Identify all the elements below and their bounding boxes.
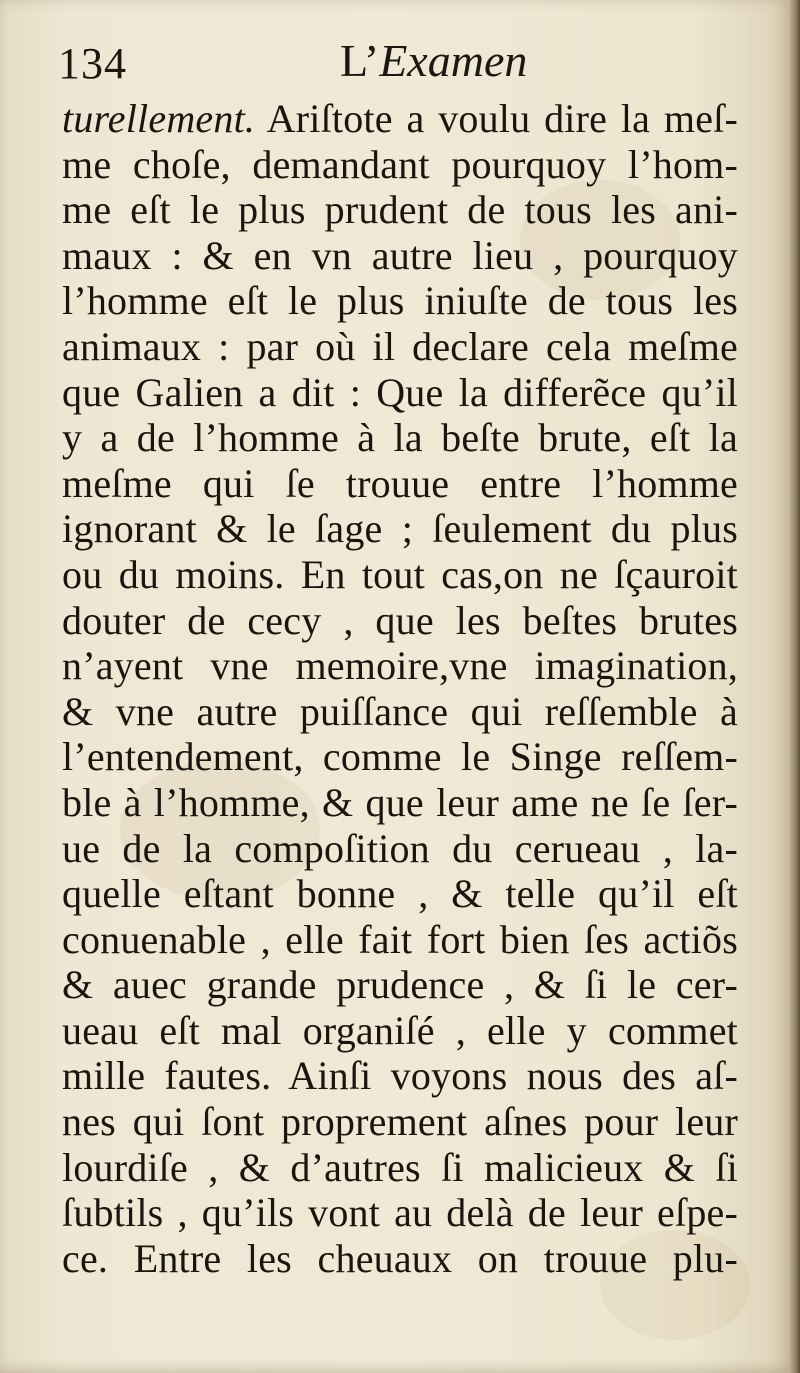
- text-line: ignorant & le ſage ; ſeulement du plus: [62, 506, 738, 552]
- text-line: & vne autre puiſſance qui reſſemble à: [62, 688, 738, 734]
- text-line: mille fautes. Ainſi voyons nous des aſ-: [62, 1053, 738, 1099]
- book-gutter-edge: [790, 0, 800, 1373]
- text-line: [62, 96, 738, 142]
- text-line: ſubtils , qu’ils vont au delà de leur eſpe-: [62, 1190, 738, 1236]
- text-line: y a de l’homme à la beſte brute, eſt la: [62, 415, 738, 461]
- text-line: lourdiſe , & d’autres ſi malicieux & ſi: [62, 1144, 738, 1190]
- running-head-title: Examen: [379, 35, 528, 86]
- text-line: me eſt le plus prudent de tous les ani-: [62, 187, 738, 233]
- text-line: n’ayent vne memoire,vne imagination,: [62, 643, 738, 689]
- text-line: nes qui ſont proprement aſnes pour leur: [62, 1099, 738, 1145]
- text-line: quelle eſtant bonne , & telle qu’il eſt: [62, 871, 738, 917]
- text-line: ou du moins. En tout cas,on ne ſçauroit: [62, 551, 738, 597]
- running-head-prefix: L’: [340, 35, 380, 86]
- text-body: [62, 96, 738, 1281]
- text-line: ble à l’homme, & que leur ame ne ſe ſer-: [62, 779, 738, 825]
- text-line: douter de cecy , que les beſtes brutes: [62, 597, 738, 643]
- text-line: ue de la compoſition du cerueau , la-: [62, 825, 738, 871]
- text-line: l’homme eſt le plus iniuſte de tous les: [62, 278, 738, 324]
- text-line: meſme qui ſe trouue entre l’homme: [62, 460, 738, 506]
- catchword-italic: turellement.: [62, 96, 256, 141]
- text-line: me choſe, demandant pourquoy l’hom-: [62, 141, 738, 187]
- page-number: 134: [58, 39, 127, 88]
- running-head: [340, 34, 527, 87]
- page-header: [58, 34, 748, 94]
- text-line: conuenable , elle fait fort bien ſes actiõs: [62, 916, 738, 962]
- text-line: que Galien a dit : Que la differẽce qu’il: [62, 369, 738, 415]
- text-line: maux : & en vn autre lieu , pourquoy: [62, 232, 738, 278]
- text-line: & auec grande prudence , & ſi le cer-: [62, 962, 738, 1008]
- text-line: l’entendement, comme le Singe reſſem-: [62, 734, 738, 780]
- text-line: ueau eſt mal organiſé , elle y commet: [62, 1007, 738, 1053]
- text-line-rest: Ariſtote a voulu dire la meſ-: [266, 96, 738, 141]
- text-line: animaux : par où il declare cela meſme: [62, 323, 738, 369]
- text-line-last: ce. Entre les cheuaux on trouue plu-: [62, 1235, 738, 1281]
